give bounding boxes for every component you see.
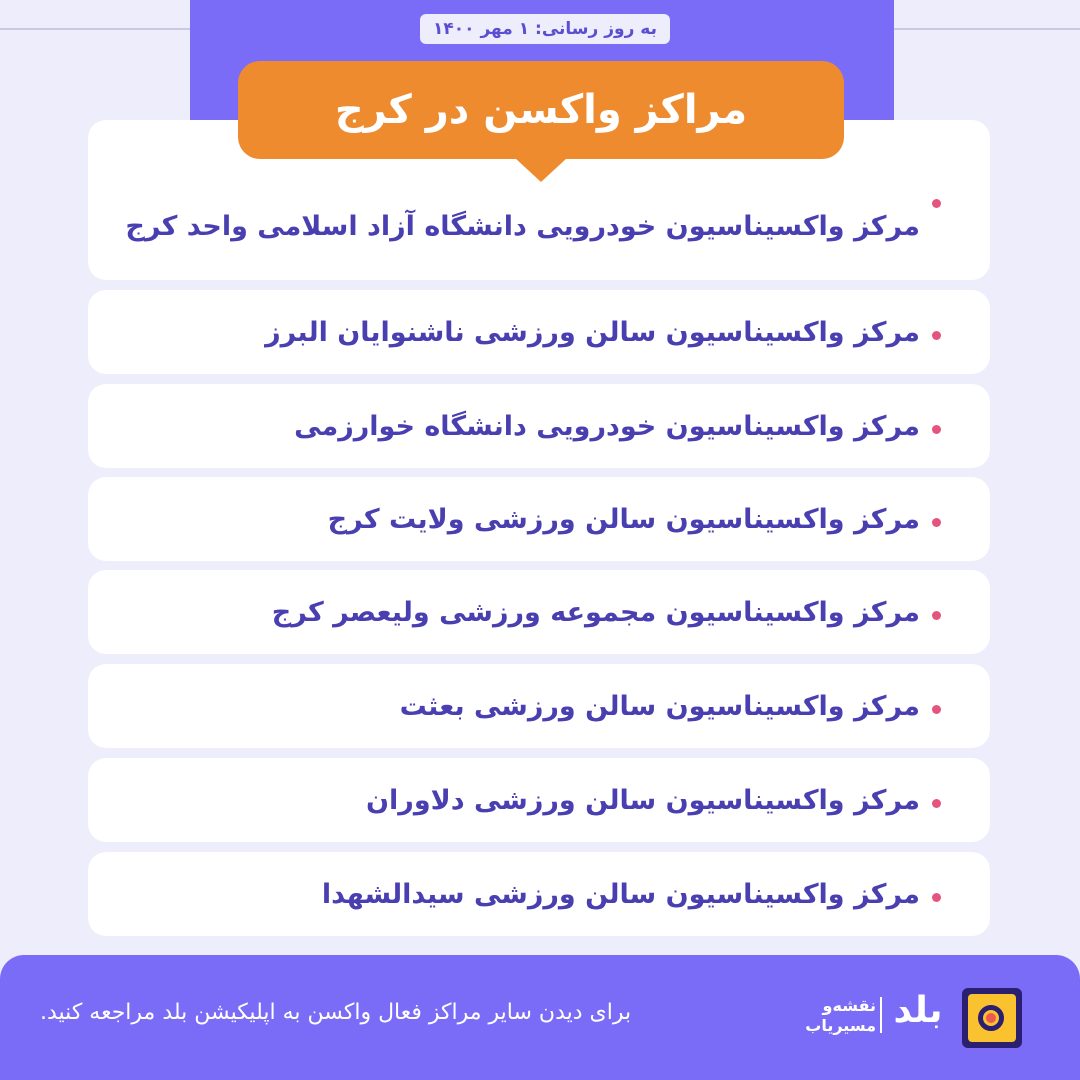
center-name: مرکز واکسیناسیون سالن ورزشی بعثت [399,690,920,722]
list-item [88,570,990,654]
balad-logo-icon [962,988,1022,1048]
bullet-icon [932,799,941,808]
bullet-icon [932,611,941,620]
bullet-icon [932,199,941,208]
bullet-icon [932,705,941,714]
center-name: مرکز واکسیناسیون خودرویی دانشگاه خوارزمی [294,410,920,442]
brand-tagline-top: نقشه‌و [822,996,876,1015]
center-name: مرکز واکسیناسیون سالن ورزشی ناشنوایان البرز [265,316,920,348]
center-name: مرکز واکسیناسیون سالن ورزشی دلاوران [365,784,920,816]
list-item [88,758,990,842]
brand-tagline-bottom: مسیریاب [805,1016,876,1035]
bullet-icon [932,518,941,527]
list-item [88,477,990,561]
title-pointer [515,158,567,182]
center-name: مرکز واکسیناسیون خودرویی دانشگاه آزاد اسلامی واحد کرج [125,210,920,242]
footer-message: برای دیدن سایر مراکز فعال واکسن به اپلیکیشن بلد مراجعه کنید. [40,1000,632,1025]
bullet-icon [932,425,941,434]
center-name: مرکز واکسیناسیون سالن ورزشی ولایت کرج [327,503,920,535]
list-item [88,852,990,936]
brand-name: بلد [893,990,943,1031]
brand-divider [880,997,882,1033]
update-date-label: به روز رسانی: ۱ مهر ۱۴۰۰ [420,14,670,44]
list-item [88,664,990,748]
list-item [88,384,990,468]
bullet-icon [932,331,941,340]
center-name: مرکز واکسیناسیون مجموعه ورزشی ولیعصر کرج [271,596,920,628]
bullet-icon [932,893,941,902]
list-item [88,290,990,374]
page-title: مراکز واکسن در کرج [238,61,844,159]
center-name: مرکز واکسیناسیون سالن ورزشی سیدالشهدا [321,878,920,910]
